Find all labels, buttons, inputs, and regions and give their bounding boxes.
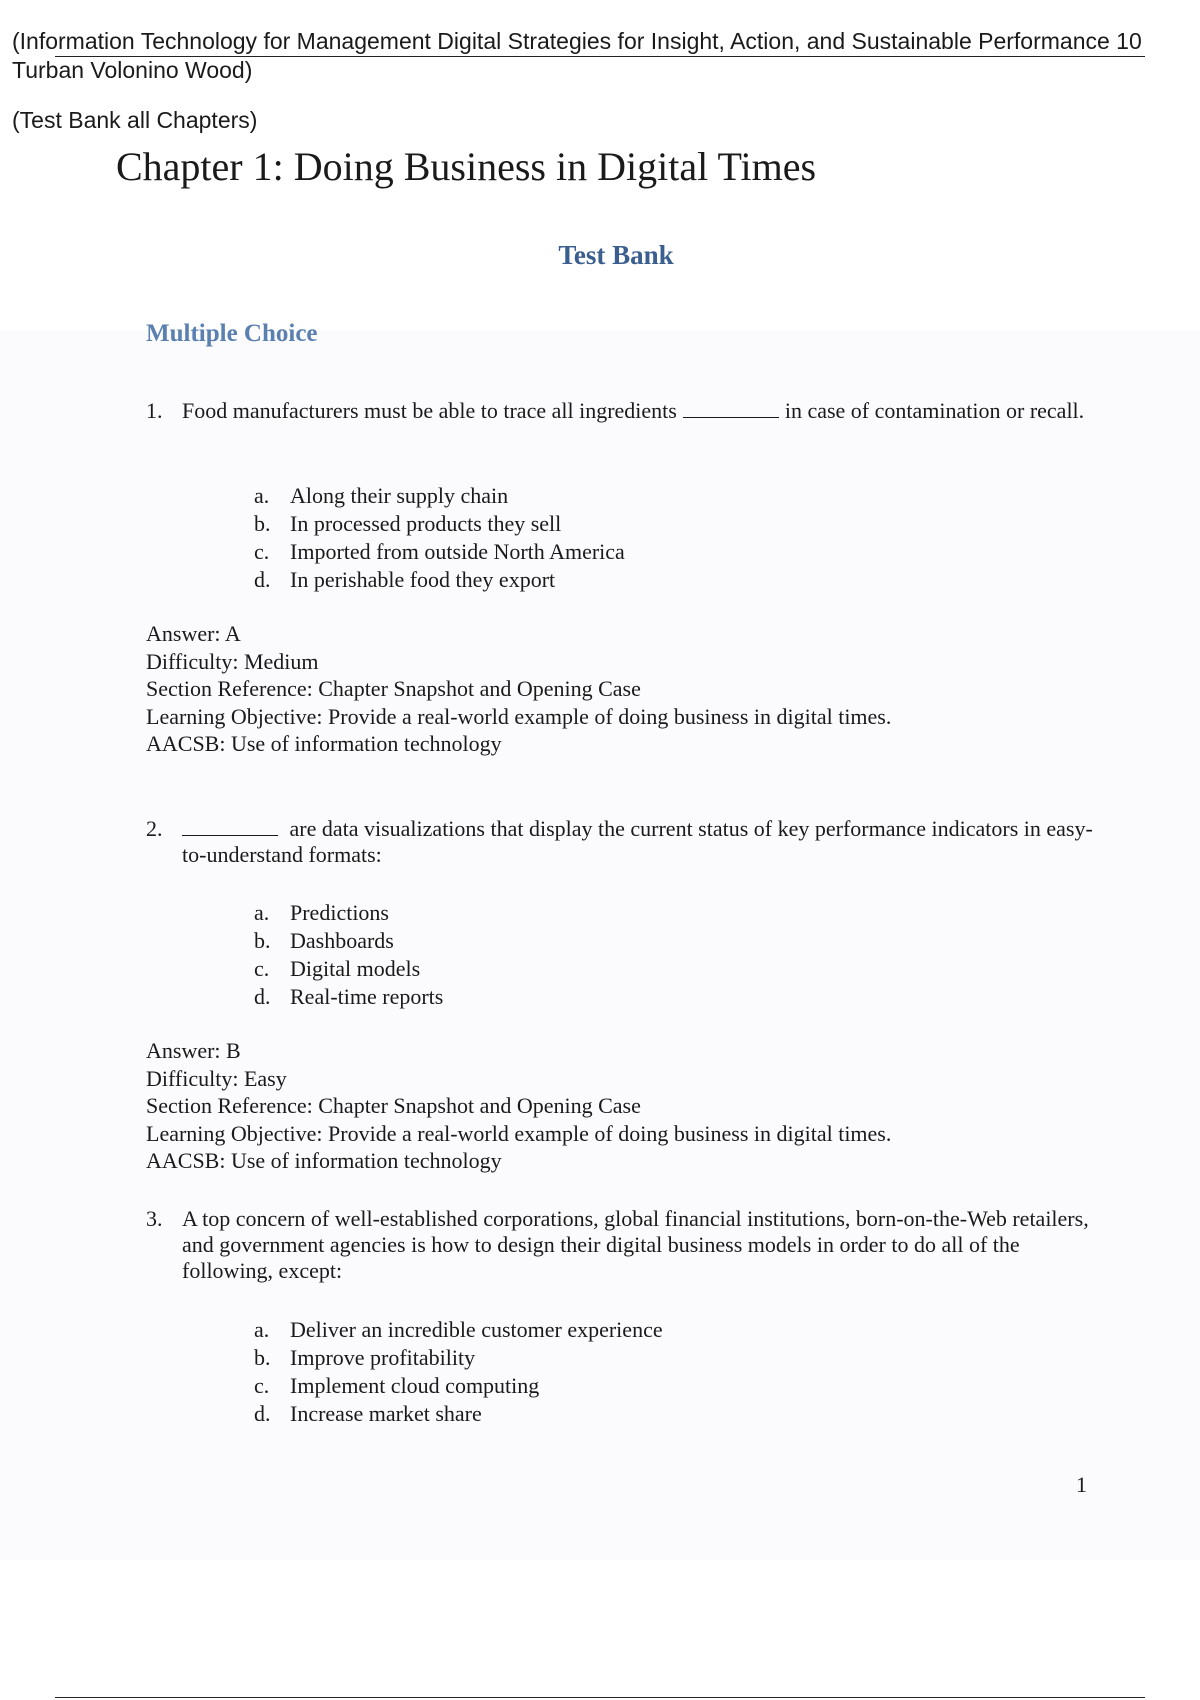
difficulty: Difficulty: Easy	[146, 1065, 287, 1091]
question-3	[146, 1206, 1096, 1284]
option-b	[254, 927, 443, 955]
option-c	[254, 1372, 663, 1400]
learning-objective: Learning Objective: Provide a real-world example of doing business in digital times.	[146, 1120, 892, 1146]
option-letter: a.	[254, 1317, 270, 1342]
subsection-title: Multiple Choice	[146, 320, 318, 347]
question-number: 3.	[146, 1206, 163, 1231]
option-b	[254, 510, 625, 538]
option-letter: b.	[254, 1345, 271, 1370]
option-c	[254, 955, 443, 983]
option-letter: d.	[254, 1401, 271, 1426]
option-letter: c.	[254, 1373, 270, 1398]
option-text: In perishable food they export	[290, 567, 556, 592]
option-text: Deliver an incredible customer experience	[290, 1317, 663, 1342]
learning-objective: Learning Objective: Provide a real-world example of doing business in digital times.	[146, 703, 892, 729]
question-3-options	[254, 1316, 663, 1428]
page-number: 1	[1076, 1472, 1087, 1497]
option-letter: a.	[254, 900, 270, 925]
document-source-title: (Information Technology for Management Digital Strategies for Insight, Action, and Sustainable Performance 10	[12, 28, 1142, 54]
question-text	[182, 816, 1096, 868]
option-d	[254, 1400, 663, 1428]
question-number: 1.	[146, 398, 163, 423]
difficulty: Difficulty: Medium	[146, 648, 319, 674]
question-text-start: Food manufacturers must be able to trace all ingredients	[182, 398, 677, 423]
question-2-options	[254, 899, 443, 1011]
question-text: A top concern of well-established corporations, global financial institutions, born-on-the-Web retailers, and government agencies is how to design their digital business models in order to do all of the following, except:	[182, 1206, 1089, 1283]
option-b	[254, 1344, 663, 1372]
option-a	[254, 1316, 663, 1344]
question-2-metadata	[146, 1037, 891, 1175]
option-text: Improve profitability	[290, 1345, 476, 1370]
option-a	[254, 899, 443, 927]
aacsb: AACSB: Use of information technology	[146, 1148, 502, 1173]
option-letter: c.	[254, 539, 270, 564]
answer-blank	[182, 817, 278, 836]
question-1	[146, 398, 1096, 424]
option-letter: b.	[254, 511, 271, 536]
option-letter: c.	[254, 956, 270, 981]
option-text: Imported from outside North America	[290, 539, 625, 564]
aacsb: AACSB: Use of information technology	[146, 731, 502, 756]
option-letter: a.	[254, 483, 270, 508]
option-text: Dashboards	[290, 928, 394, 953]
option-text: Digital models	[290, 956, 421, 981]
option-letter: d.	[254, 984, 271, 1009]
option-letter: d.	[254, 567, 271, 592]
option-text: Predictions	[290, 900, 389, 925]
option-text: Real-time reports	[290, 984, 444, 1009]
question-text-end: in case of contamination or recall.	[784, 398, 1085, 423]
footer-rule	[55, 1697, 1145, 1698]
option-text: Implement cloud computing	[290, 1373, 540, 1398]
document-source-authors: Turban Volonino Wood)	[12, 57, 253, 83]
question-1-metadata	[146, 620, 891, 758]
question-number: 2.	[146, 816, 163, 841]
chapter-title: Chapter 1: Doing Business in Digital Times	[116, 144, 817, 189]
section-title: Test Bank	[558, 240, 674, 270]
answer-blank	[683, 399, 779, 418]
question-2	[146, 816, 1096, 868]
question-1-options	[254, 482, 625, 594]
document-source-scope: (Test Bank all Chapters)	[12, 107, 258, 133]
answer-key: Answer: A	[146, 621, 241, 646]
option-d	[254, 566, 625, 594]
answer-key: Answer: B	[146, 1038, 241, 1063]
option-a	[254, 482, 625, 510]
option-d	[254, 983, 443, 1011]
question-text	[182, 398, 1096, 424]
question-text-end: are data visualizations that display the current status of key performance indicators in easy-to-understand formats:	[182, 816, 1093, 867]
option-text: Increase market share	[290, 1401, 482, 1426]
section-reference: Section Reference: Chapter Snapshot and Opening Case	[146, 676, 641, 701]
option-c	[254, 538, 625, 566]
option-text: In processed products they sell	[290, 511, 562, 536]
section-reference: Section Reference: Chapter Snapshot and Opening Case	[146, 1093, 641, 1118]
option-text: Along their supply chain	[290, 483, 509, 508]
option-letter: b.	[254, 928, 271, 953]
